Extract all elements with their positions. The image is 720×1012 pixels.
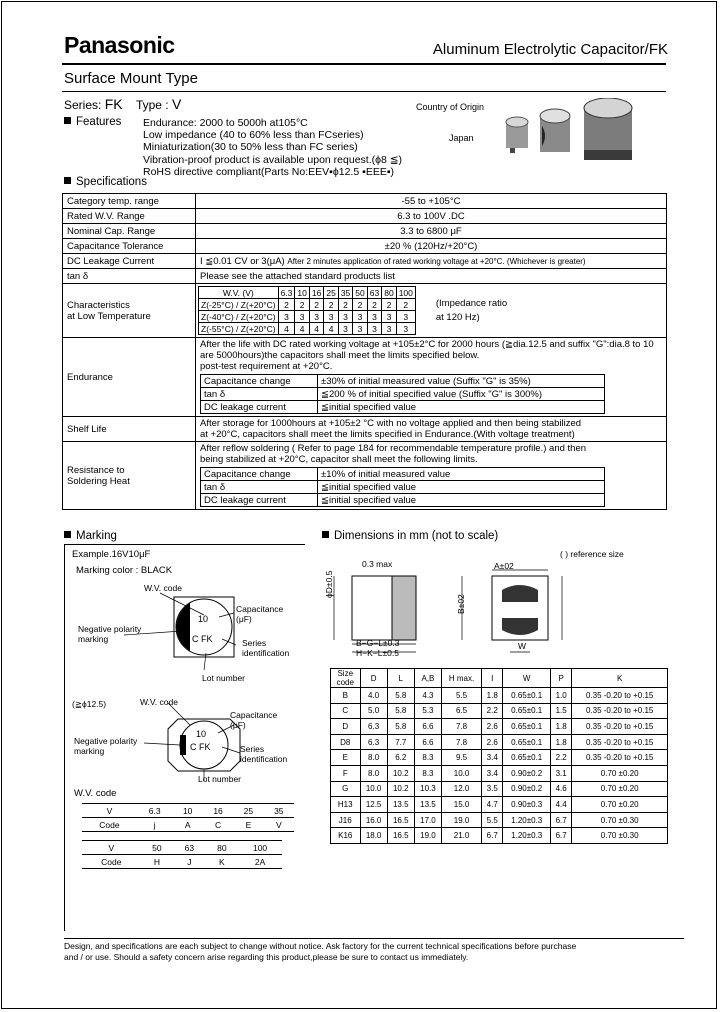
footer-rule <box>64 938 684 939</box>
low-temp-cell: 35 <box>338 287 352 299</box>
capacitance-label: Capacitance (μF) <box>236 604 284 624</box>
endurance-table <box>200 374 605 414</box>
low-temp-cell: 3 <box>353 323 367 335</box>
spec-label: Shelf Life <box>63 417 196 442</box>
dimension-cell: 0.65±0.1 <box>503 688 551 704</box>
spec-value: ±20 % (120Hz/+20°C) <box>196 239 667 254</box>
solder-row <box>201 481 605 494</box>
dimension-cell: 16.0 <box>360 812 387 828</box>
low-temp-cell: 3 <box>338 311 352 323</box>
low-temp-cell: 3 <box>396 311 415 323</box>
low-temp-cell: 6.3 <box>278 287 295 299</box>
dimension-cell: E <box>331 750 361 766</box>
solder-row <box>201 468 605 481</box>
low-temp-cell: 3 <box>295 311 309 323</box>
negative-polarity-label: Negative polarity marking <box>78 624 142 644</box>
dimension-cell: 0.90±0.2 <box>503 765 551 781</box>
dimension-cell: 0.65±0.1 <box>503 703 551 719</box>
dimension-cell: 10.0 <box>442 765 482 781</box>
small-capacitor-image <box>506 117 528 153</box>
dimension-cell: 21.0 <box>442 828 482 844</box>
bgl-label: B−G−L±0.3 <box>356 638 400 648</box>
solder-cell: DC leakage current <box>201 494 318 507</box>
dimension-cell: 16.5 <box>387 812 414 828</box>
solder-cell: ≦initial specified value <box>318 494 605 507</box>
dimension-cell: D <box>360 669 387 688</box>
spec-row <box>63 224 667 239</box>
bullet-square-icon <box>64 117 71 124</box>
dimension-cell: 1.20±0.3 <box>503 828 551 844</box>
dc-note: After 2 minutes application of rated working voltage at +20°C. (Whichever is greater) <box>287 256 586 266</box>
wv-code-label-2: W.V. code <box>140 697 178 707</box>
solder-cell: Capacitance change <box>201 468 318 481</box>
spec-label: tan δ <box>63 269 196 284</box>
dimension-cell: 19.0 <box>442 812 482 828</box>
dimension-cell: 0.35 -0.20 to +0.15 <box>572 750 668 766</box>
low-temp-cell: Z(-55°C) / Z(+20°C) <box>199 323 279 335</box>
dimension-cell: 0.65±0.1 <box>503 719 551 735</box>
marking-fk-text: C FK <box>192 634 213 644</box>
solder-cell: ≦initial specified value <box>318 481 605 494</box>
wv-code-cell: 50 <box>141 841 173 855</box>
low-temp-cell: W.V. (V) <box>199 287 279 299</box>
endurance-cell: Capacitance change <box>201 375 318 388</box>
low-temp-cell: 4 <box>324 323 338 335</box>
dimension-row <box>331 734 668 750</box>
dimension-cell: 2.2 <box>551 750 572 766</box>
dimension-cell: 4.7 <box>482 797 503 813</box>
dimension-cell: 7.8 <box>442 734 482 750</box>
dimension-cell: 12.5 <box>360 797 387 813</box>
dimension-cell: 6.7 <box>551 812 572 828</box>
type-value: V <box>171 96 182 112</box>
solder-table <box>200 467 605 507</box>
series-id-label: Series identification <box>242 638 290 658</box>
dimension-cell: B <box>331 688 361 704</box>
dimension-cell: 17.0 <box>414 812 441 828</box>
product-photo <box>500 98 640 168</box>
dimension-cell: 0.70 ±0.20 <box>572 797 668 813</box>
endurance-cell: ≦initial specified value <box>318 401 605 414</box>
reference-note: ( ) reference size <box>560 549 624 559</box>
low-temp-cell: 16 <box>309 287 323 299</box>
dimension-cell: 10.2 <box>387 765 414 781</box>
wv-code-cell: K <box>206 855 238 869</box>
spec-label: Capacitance Tolerance <box>63 239 196 254</box>
dimension-cell: W <box>503 669 551 688</box>
dimension-cell: P <box>551 669 572 688</box>
low-temp-cell: 2 <box>295 299 309 311</box>
max-label: 0.3 max <box>362 559 393 569</box>
dimension-cell: 0.70 ±0.30 <box>572 812 668 828</box>
feature-item: Miniaturization(30 to 50% less than FC series) <box>143 141 358 154</box>
wv-code-cell: 100 <box>238 841 282 855</box>
impedance-note: (Impedance ratio at 120 Hz) <box>435 297 508 323</box>
low-temp-cell: 2 <box>353 299 367 311</box>
medium-capacitor-image <box>540 109 570 152</box>
dimension-cell: 15.0 <box>442 797 482 813</box>
dimension-cell: 8.3 <box>414 750 441 766</box>
dimension-cell: 1.5 <box>551 703 572 719</box>
dimension-row <box>331 812 668 828</box>
dimension-row <box>331 765 668 781</box>
dimension-cell: 7.8 <box>442 719 482 735</box>
spec-row <box>63 209 667 224</box>
low-temp-cell: 3 <box>338 323 352 335</box>
bottom-view-drawing <box>462 570 562 652</box>
dimension-cell: 3.1 <box>551 765 572 781</box>
low-temp-row <box>199 287 416 299</box>
marking-fk-text-2: C FK <box>190 742 211 752</box>
low-temp-cell: 3 <box>382 323 396 335</box>
dimension-row <box>331 781 668 797</box>
dimension-cell: 4.6 <box>551 781 572 797</box>
dimension-row <box>331 669 668 688</box>
spec-label: Characteristics at Low Temperature <box>63 284 196 338</box>
wv-code-cell: 25 <box>233 804 263 818</box>
shelf-text: After storage for 1000hours at +105±2 °C with no voltage applied and then being stabilized at +20°C, capacitors shall meet the limits specified in Endurance.(With voltage treatment) <box>200 418 582 440</box>
dimension-cell: 5.8 <box>387 688 414 704</box>
endurance-row <box>201 375 605 388</box>
dimension-cell: 2.6 <box>482 719 503 735</box>
dimension-cell: 0.35 -0.20 to +0.15 <box>572 688 668 704</box>
dimension-cell: 1.8 <box>551 734 572 750</box>
marking-example: Example.16V10μF <box>72 549 151 560</box>
dimension-cell: K16 <box>331 828 361 844</box>
spec-value: 6.3 to 100V .DC <box>196 209 667 224</box>
low-temp-cell: 3 <box>309 311 323 323</box>
header-rule <box>62 63 666 65</box>
origin-value: Japan <box>449 133 474 143</box>
spec-row <box>63 254 667 269</box>
wv-code-cell: V <box>82 804 137 818</box>
dimensions-table <box>330 668 668 844</box>
series-value: FK <box>104 96 123 112</box>
feature-item: Vibration-proof product is available upon request.(ϕ8 ≦) <box>143 153 403 166</box>
wv-code-cell: Code <box>82 818 137 832</box>
spec-label: Endurance <box>63 338 196 417</box>
solder-cell: tan δ <box>201 481 318 494</box>
dimension-cell: 9.5 <box>442 750 482 766</box>
low-temp-cell: 2 <box>309 299 323 311</box>
low-temp-row <box>199 323 416 335</box>
wv-code-cell: 2A <box>238 855 282 869</box>
subtitle-rule <box>62 91 666 92</box>
dimension-cell: H max. <box>442 669 482 688</box>
wv-code-cell: A <box>173 818 203 832</box>
series-line <box>64 96 181 112</box>
wv-code-cell: V <box>82 841 141 855</box>
dimension-cell: D8 <box>331 734 361 750</box>
endurance-text: After the life with DC rated working voltage at +105±2°C for 2000 hours (≧dia.12.5 and suffix "G":dia.8 to 10 are 5000hours)the capacitors shall meet the limits specified below. post-test requirement at +20°C. <box>200 339 654 372</box>
dimension-cell: 6.3 <box>360 734 387 750</box>
dimension-cell: 1.0 <box>551 688 572 704</box>
dimension-cell: 18.0 <box>360 828 387 844</box>
wv-code-cell: E <box>233 818 263 832</box>
dimension-cell: 0.90±0.3 <box>503 797 551 813</box>
dimension-cell: 6.6 <box>414 719 441 735</box>
wv-code-row <box>82 818 294 832</box>
b-label: B±02 <box>456 594 466 614</box>
dimension-cell: 0.35 -0.20 to +0.15 <box>572 719 668 735</box>
spec-row <box>63 417 667 442</box>
dimension-cell: 0.65±0.1 <box>503 750 551 766</box>
dimension-cell: 1.8 <box>482 688 503 704</box>
marking-color: Marking color : BLACK <box>76 565 173 576</box>
dimension-row <box>331 703 668 719</box>
dimension-cell: 2.6 <box>482 734 503 750</box>
endurance-row <box>201 401 605 414</box>
spec-label: DC Leakage Current <box>63 254 196 269</box>
spec-row <box>63 269 667 284</box>
spec-row <box>63 338 667 417</box>
dimension-cell: 5.8 <box>387 703 414 719</box>
low-temp-cell: 2 <box>338 299 352 311</box>
dimension-cell: J16 <box>331 812 361 828</box>
feature-item: RoHS directive compliant(Parts No:EEV▪ϕ12.5 ▪EEE▪) <box>143 165 395 178</box>
low-temp-cell: 2 <box>367 299 381 311</box>
low-temp-cell: 4 <box>278 323 295 335</box>
dimension-cell: 0.70 ±0.20 <box>572 781 668 797</box>
spec-row <box>63 239 667 254</box>
low-temp-row <box>199 311 416 323</box>
spec-label: Rated W.V. Range <box>63 209 196 224</box>
dimension-cell: 8.0 <box>360 750 387 766</box>
low-temp-cell: Z(-25°C) / Z(+20°C) <box>199 299 279 311</box>
wv-code-label: W.V. code <box>144 583 182 593</box>
dimensions-heading: Dimensions in mm (not to scale) <box>322 530 498 542</box>
dimension-cell: H13 <box>331 797 361 813</box>
dimension-cell: 6.2 <box>387 750 414 766</box>
series-id-label-2: Series identification <box>240 744 288 764</box>
dimension-cell: 1.20±0.3 <box>503 812 551 828</box>
dimension-cell: 5.5 <box>482 812 503 828</box>
dimension-cell: 0.70 ±0.30 <box>572 828 668 844</box>
bullet-square-icon <box>64 531 71 538</box>
low-temp-row <box>199 299 416 311</box>
wv-code-table-2 <box>82 840 282 869</box>
brand-logo: Panasonic <box>64 32 175 58</box>
endurance-cell: ±30% of initial measured value (Suffix "G" is 35%) <box>318 375 605 388</box>
dimension-cell: 10.3 <box>414 781 441 797</box>
low-temp-cell: Z(-40°C) / Z(+20°C) <box>199 311 279 323</box>
dimension-cell: K <box>572 669 668 688</box>
dimension-cell: 10.0 <box>360 781 387 797</box>
dimension-row <box>331 688 668 704</box>
low-temp-cell: 3 <box>324 311 338 323</box>
dimension-cell: 13.5 <box>387 797 414 813</box>
dimension-row <box>331 828 668 844</box>
feature-item: Low impedance (40 to 60% less than FCseries) <box>143 129 364 142</box>
bullet-square-icon <box>64 177 71 184</box>
spec-row <box>63 194 667 209</box>
wv-code-cell: 10 <box>173 804 203 818</box>
wv-code-cell: 35 <box>264 804 294 818</box>
low-temp-cell: 3 <box>353 311 367 323</box>
lot-number-label-2: Lot number <box>198 774 241 784</box>
features-list <box>143 117 402 178</box>
endurance-cell: ≦200 % of initial specified value (Suffix "G" is 300%) <box>318 388 605 401</box>
spec-value <box>196 254 667 269</box>
low-temp-table <box>198 286 416 335</box>
dc-main: I ≦0.01 CV or 3(μA) <box>200 255 285 267</box>
endurance-cell: DC leakage current <box>201 401 318 414</box>
phi-d-label: ϕD±0.5 <box>324 570 334 598</box>
bullet-square-icon <box>322 531 329 538</box>
low-temp-cell: 25 <box>324 287 338 299</box>
dimension-cell: 4.4 <box>551 797 572 813</box>
wv-code-row <box>82 841 282 855</box>
large-capacitor-image <box>584 98 632 160</box>
dimension-cell: 4.3 <box>414 688 441 704</box>
dimension-cell: 0.90±0.2 <box>503 781 551 797</box>
spec-value: 3.3 to 6800 μF <box>196 224 667 239</box>
specifications-table <box>62 193 667 510</box>
dimension-cell: 3.4 <box>482 750 503 766</box>
lot-number-label: Lot number <box>202 673 245 683</box>
spec-value: Please see the attached standard products list <box>196 269 667 284</box>
dimension-cell: 6.6 <box>414 734 441 750</box>
marking-cap-text-2: 10 <box>196 729 207 739</box>
solder-text: After reflow soldering ( Refer to page 184 for recommendable temperature profile.) and then being stabilized at +20°C, capacitor shall meet the following limits. <box>200 443 587 465</box>
low-temp-cell: 3 <box>396 323 415 335</box>
low-temp-cell: 3 <box>367 311 381 323</box>
hkl-label: H−K−L±0.5 <box>356 648 399 658</box>
dimension-cell: 1.8 <box>551 719 572 735</box>
spec-row <box>63 284 667 338</box>
marking-heading: Marking <box>64 530 117 542</box>
dimension-cell: 16.5 <box>387 828 414 844</box>
dimension-cell: 3.5 <box>482 781 503 797</box>
specifications-heading: Specifications <box>64 176 147 188</box>
wv-code-cell: Code <box>82 855 141 869</box>
dimension-cell: 0.35 -0.20 to +0.15 <box>572 703 668 719</box>
low-temp-cell: 10 <box>295 287 309 299</box>
feature-item: Endurance: 2000 to 5000h at105°C <box>143 117 308 129</box>
dimension-cell: 5.0 <box>360 703 387 719</box>
wv-code-cell: 63 <box>173 841 205 855</box>
low-temp-cell: 2 <box>324 299 338 311</box>
low-temp-cell: 2 <box>278 299 295 311</box>
dimension-cell: 6.3 <box>360 719 387 735</box>
low-temp-cell: 50 <box>353 287 367 299</box>
dimension-cell: 6.7 <box>482 828 503 844</box>
low-temp-cell: 4 <box>309 323 323 335</box>
spec-label: Category temp. range <box>63 194 196 209</box>
footer-notice: Design, and specifications are each subject to change without notice. Ask factory for the current technical specifications before purchase and / or use. Should a safety concern arise regarding this product,please be sure to contact us immediately. <box>64 941 577 962</box>
spec-row <box>63 442 667 510</box>
dimension-cell: 7.7 <box>387 734 414 750</box>
dimension-cell: 4.0 <box>360 688 387 704</box>
capacitance-label-2: Capacitance (μF) <box>230 710 278 730</box>
low-temp-cell: 100 <box>396 287 415 299</box>
dimension-cell: I <box>482 669 503 688</box>
dimension-cell: D <box>331 719 361 735</box>
wv-code-cell: V <box>264 818 294 832</box>
marking-cap-text: 10 <box>198 614 209 624</box>
dimension-row <box>331 797 668 813</box>
a-label: A±02 <box>494 561 514 571</box>
spec-value: -55 to +105°C <box>196 194 667 209</box>
dimension-cell: A,B <box>414 669 441 688</box>
solder-cell: ±10% of initial measured value <box>318 468 605 481</box>
dimension-cell: 5.3 <box>414 703 441 719</box>
wv-code-cell: H <box>141 855 173 869</box>
dimension-cell: 8.3 <box>414 765 441 781</box>
dimension-row <box>331 750 668 766</box>
dimension-row <box>331 719 668 735</box>
features-heading: Features <box>64 116 121 128</box>
dimension-cell: 10.2 <box>387 781 414 797</box>
low-temp-cell: 3 <box>367 323 381 335</box>
low-temp-cell: 2 <box>396 299 415 311</box>
wv-code-cell: 6.3 <box>137 804 173 818</box>
dimension-cell: 13.5 <box>414 797 441 813</box>
wv-code-cell: 80 <box>206 841 238 855</box>
wv-code-cell: 16 <box>203 804 233 818</box>
dimension-cell: 0.70 ±0.20 <box>572 765 668 781</box>
dimension-cell: G <box>331 781 361 797</box>
origin-label: Country of Origin <box>416 102 485 112</box>
dimension-cell: 6.5 <box>442 703 482 719</box>
negative-polarity-label-2: Negative polarity marking <box>74 736 138 756</box>
wv-code-title: W.V. code <box>74 788 117 799</box>
wv-code-cell: j <box>137 818 173 832</box>
dimension-cell: C <box>331 703 361 719</box>
type-label: Type : <box>135 98 169 112</box>
low-temp-cell: 2 <box>382 299 396 311</box>
dimension-cell: 19.0 <box>414 828 441 844</box>
wv-code-cell: C <box>203 818 233 832</box>
endurance-row <box>201 388 605 401</box>
low-temp-cell: 63 <box>367 287 381 299</box>
wv-code-row <box>82 855 282 869</box>
dimension-cell: 5.8 <box>387 719 414 735</box>
phi-label: (≧ϕ12.5) <box>72 699 107 709</box>
dimension-cell: 5.5 <box>442 688 482 704</box>
wv-code-table-1 <box>82 803 294 832</box>
endurance-cell: tan δ <box>201 388 318 401</box>
document-title: Aluminum Electrolytic Capacitor/FK <box>432 41 668 58</box>
dimension-cell: Size code <box>331 669 361 688</box>
dimension-cell: F <box>331 765 361 781</box>
solder-row <box>201 494 605 507</box>
dimension-cell: 12.0 <box>442 781 482 797</box>
dimension-cell: 2.2 <box>482 703 503 719</box>
dimension-cell: 3.4 <box>482 765 503 781</box>
wv-code-cell: J <box>173 855 205 869</box>
page-subtitle: Surface Mount Type <box>64 70 198 87</box>
series-label: Series: <box>64 98 102 112</box>
low-temp-cell: 3 <box>278 311 295 323</box>
low-temp-cell: 4 <box>295 323 309 335</box>
dimension-cell: 0.65±0.1 <box>503 734 551 750</box>
spec-label: Resistance to Soldering Heat <box>63 442 196 510</box>
w-label: W <box>518 641 527 651</box>
dimension-cell: 6.7 <box>551 828 572 844</box>
dimension-cell: L <box>387 669 414 688</box>
spec-label: Nominal Cap. Range <box>63 224 196 239</box>
low-temp-cell: 3 <box>382 311 396 323</box>
low-temp-cell: 80 <box>382 287 396 299</box>
dimension-cell: 0.35 -0.20 to +0.15 <box>572 734 668 750</box>
wv-code-row <box>82 804 294 818</box>
dimension-cell: 8.0 <box>360 765 387 781</box>
